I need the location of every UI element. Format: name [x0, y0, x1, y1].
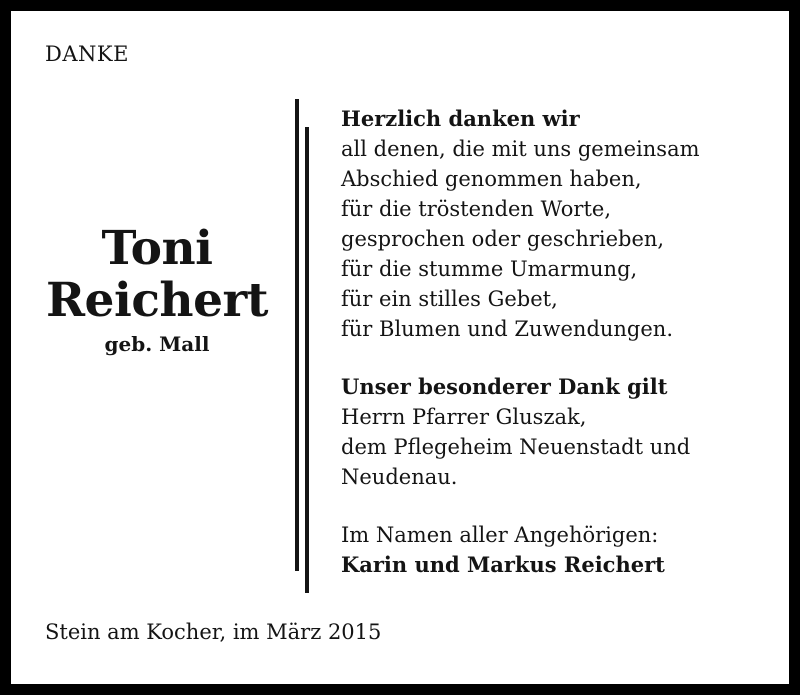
first-name: Toni	[101, 221, 213, 276]
thanks-line: Abschied genommen haben,	[341, 167, 642, 191]
thanks-line: für ein stilles Gebet,	[341, 287, 558, 311]
thanks-intro: Herzlich danken wir	[341, 106, 580, 131]
last-name: Reichert	[46, 273, 268, 328]
obituary-card	[11, 11, 789, 684]
heading-danke: DANKE	[45, 42, 129, 66]
paragraph-gap	[341, 492, 700, 520]
thanks-line: für Blumen und Zuwendungen.	[341, 317, 674, 341]
special-thanks-line: Herrn Pfarrer Gluszak,	[341, 405, 587, 429]
special-thanks-line: dem Pflegeheim Neuenstadt und	[341, 435, 691, 459]
thanks-line: für die tröstenden Worte,	[341, 197, 612, 221]
signature-names: Karin und Markus Reichert	[341, 552, 665, 577]
paragraph-gap	[341, 344, 700, 372]
divider-line-left	[295, 99, 299, 571]
place-date: Stein am Kocher, im März 2015	[45, 620, 382, 644]
special-thanks-line: Neudenau.	[341, 465, 458, 489]
deceased-name-block	[31, 223, 283, 357]
birth-name: geb. Mall	[104, 332, 210, 356]
signature-intro: Im Namen aller Angehörigen:	[341, 523, 659, 547]
thanks-text	[341, 104, 700, 580]
thanks-line: all denen, die mit uns gemeinsam	[341, 137, 700, 161]
thanks-line: gesprochen oder geschrieben,	[341, 227, 665, 251]
divider-line-right	[305, 127, 309, 593]
special-thanks-intro: Unser besonderer Dank gilt	[341, 374, 668, 399]
thanks-line: für die stumme Umarmung,	[341, 257, 638, 281]
